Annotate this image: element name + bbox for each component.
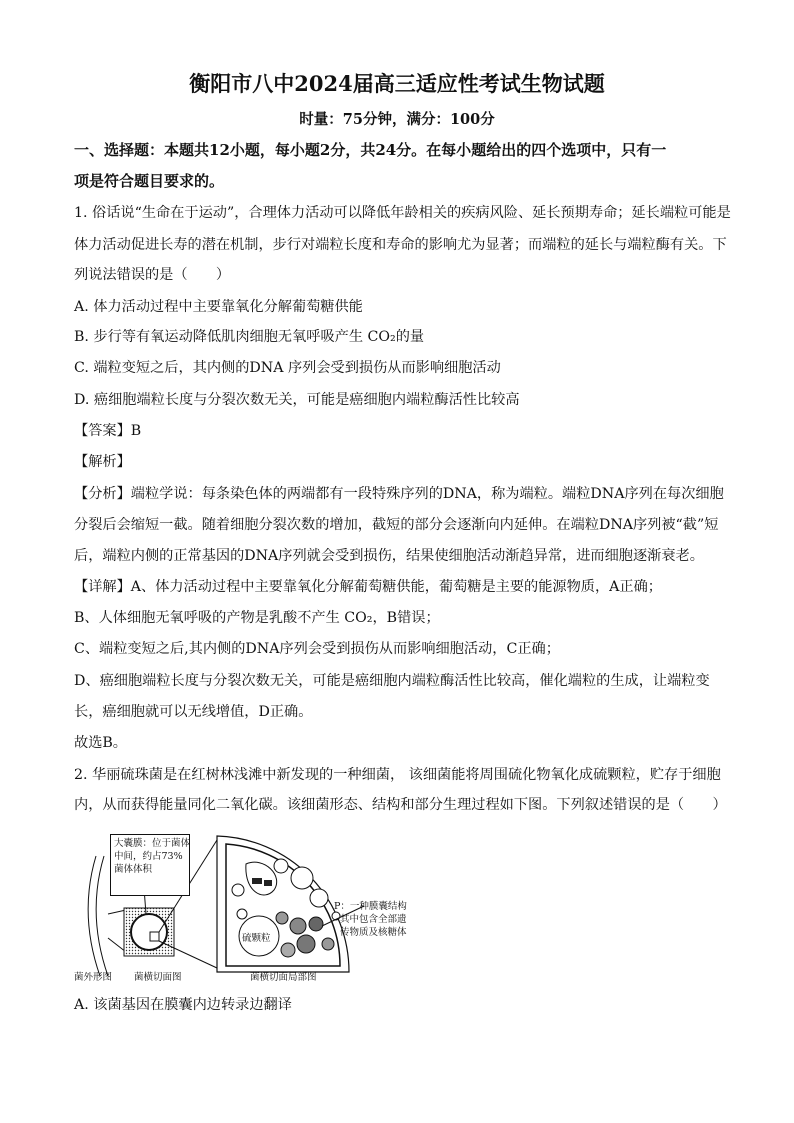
exam-info: 时量：75分钟，满分：100分 xyxy=(299,111,495,128)
caption-exterior: 菌外形图 xyxy=(74,972,113,983)
p-label-line2: 其中包含全部遗 xyxy=(340,914,407,925)
q1-stem-line3: 列说法错误的是（ ） xyxy=(74,267,231,283)
q1-detail-line5: 长，癌细胞就可以无线增值，D正确。 xyxy=(74,704,313,720)
membrane-label-box: 大囊膜：位于菌体 中间，约占73% 菌体体积 xyxy=(110,834,190,896)
q1-option-c: C. 端粒变短之后，其内侧的DNA 序列会受到损伤从而影响细胞活动 xyxy=(74,360,501,376)
q1-analysis-line1: 【分析】端粒学说：每条染色体的两端都有一段特殊序列的DNA，称为端粒。端粒DNA序列在每次细胞 xyxy=(74,486,724,502)
q1-option-d: D. 癌细胞端粒长度与分裂次数无关，可能是癌细胞内端粒酶活性比较高 xyxy=(74,392,520,408)
q1-stem-line1: 1. 俗话说“生命在于运动”，合理体力活动可以降低年龄相关的疾病风险、延长预期寿命；延长端粒可能是 xyxy=(74,205,731,221)
q1-option-b: B. 步行等有氧运动降低肌肉细胞无氧呼吸产生 CO₂的量 xyxy=(74,329,425,345)
q2-stem-line1: 2. 华丽硫珠菌是在红树林浅滩中新发现的一种细菌， 该细菌能将周围硫化物氧化成硫颗粒，贮存于细胞 xyxy=(74,767,721,783)
section-heading-line2: 项是符合题目要求的。 xyxy=(74,172,225,190)
q1-analysis-line3: 后，端粒内侧的正常基因的DNA序列就会受到损伤，结果使细胞活动渐趋异常，进而细胞逐渐衰老。 xyxy=(74,548,704,564)
q1-detail-line1: 【详解】A、体力活动过程中主要靠氧化分解葡萄糖供能，葡萄糖是主要的能源物质，A正确； xyxy=(74,579,662,595)
q1-detail-line2: B、人体细胞无氧呼吸的产物是乳酸不产生 CO₂，B错误； xyxy=(74,610,440,626)
caption-local-section: 菌横切面局部图 xyxy=(250,972,317,983)
q1-answer: 【答案】B xyxy=(74,423,142,439)
q1-explanation-heading: 【解析】 xyxy=(74,454,131,470)
section-heading-line1: 一、选择题：本题共12小题，每小题2分，共24分。在每小题给出的四个选项中，只有一 xyxy=(74,141,667,159)
q1-stem-line2: 体力活动促进长寿的潜在机制，步行对端粒长度和寿命的影响尤为显著；而端粒的延长与端粒酶有关。下 xyxy=(74,237,727,253)
q1-detail-line4: D、癌细胞端粒长度与分裂次数无关，可能是癌细胞内端粒酶活性比较高，催化端粒的生成，让端粒变 xyxy=(74,673,710,689)
caption-cross-section: 菌横切面图 xyxy=(134,972,182,983)
q1-detail-line3: C、端粒变短之后,其内侧的DNA序列会受到损伤从而影响细胞活动，C正确； xyxy=(74,641,560,657)
p-label-line1: P：一种膜囊结构 xyxy=(334,901,407,912)
sulfur-granule-label: 硫颗粒 xyxy=(242,933,271,944)
q2-option-a: A. 该菌基因在膜囊内边转录边翻译 xyxy=(74,997,292,1013)
q1-analysis-line2: 分裂后会缩短一截。随着细胞分裂次数的增加，截短的部分会逐渐向内延伸。在端粒DNA序列被“截”短 xyxy=(74,517,719,533)
q2-figure xyxy=(74,826,414,986)
q1-conclusion: 故选B。 xyxy=(74,735,127,751)
page-title: 衡阳市八中2024届高三适应性考试生物试题 xyxy=(189,71,605,96)
q1-option-a: A. 体力活动过程中主要靠氧化分解葡萄糖供能 xyxy=(74,299,363,315)
q2-stem-line2: 内，从而获得能量同化二氧化碳。该细菌形态、结构和部分生理过程如下图。下列叙述错误的是（ ） xyxy=(74,797,727,813)
p-label-line3: 传物质及核糖体 xyxy=(340,927,407,938)
